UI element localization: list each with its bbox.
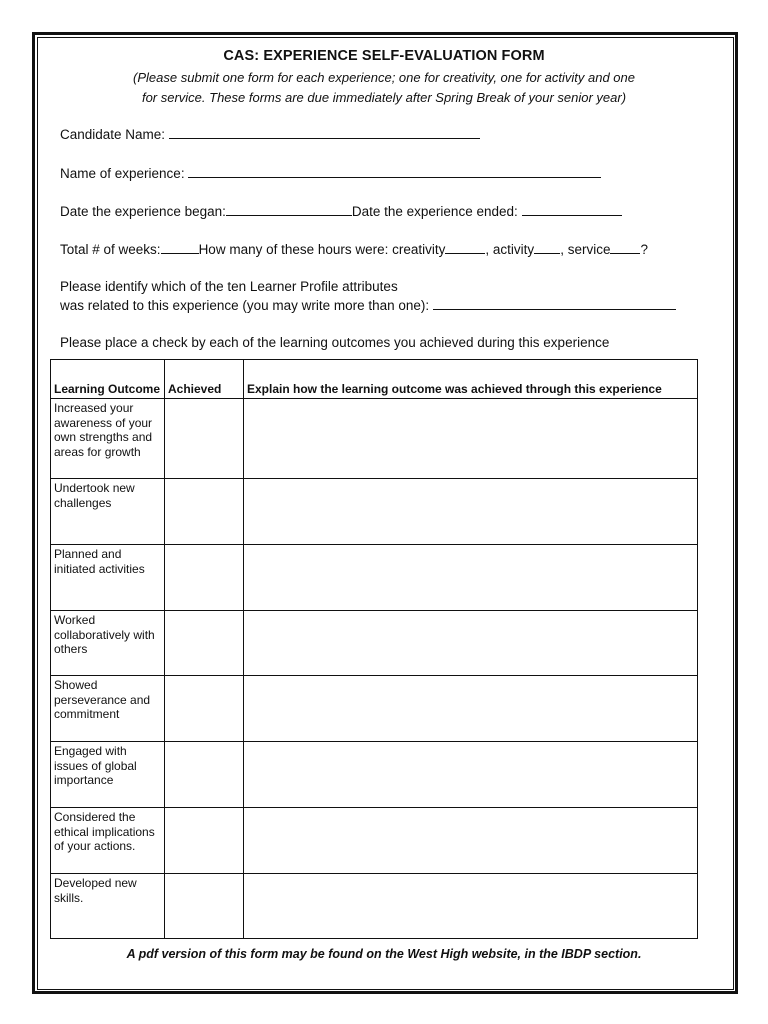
achieved-cell[interactable] bbox=[165, 808, 244, 874]
achieved-cell[interactable] bbox=[165, 742, 244, 808]
question-mark: ? bbox=[640, 242, 648, 257]
outcome-label: Undertook new challenges bbox=[51, 479, 165, 545]
activity-label: , activity bbox=[485, 242, 535, 257]
table-header-row bbox=[51, 360, 698, 399]
candidate-name-label: Candidate Name: bbox=[60, 127, 166, 142]
outcomes-table bbox=[50, 359, 698, 939]
outcome-label: Engaged with issues of global importance bbox=[51, 742, 165, 808]
experience-name-field[interactable] bbox=[188, 164, 601, 178]
form-subtitle bbox=[60, 68, 708, 108]
outcome-label: Showed perseverance and commitment bbox=[51, 676, 165, 742]
subtitle-line-1: (Please submit one form for each experience; one for creativity, one for activity and one bbox=[133, 70, 635, 85]
header-achieved: Achieved bbox=[165, 360, 244, 399]
outcome-label: Worked collaboratively with others bbox=[51, 611, 165, 676]
achieved-cell[interactable] bbox=[165, 545, 244, 611]
service-label: , service bbox=[560, 242, 611, 257]
table-row bbox=[51, 808, 698, 874]
learner-profile-row bbox=[60, 277, 676, 315]
candidate-name-field[interactable] bbox=[169, 125, 480, 139]
table-row bbox=[51, 399, 698, 479]
achieved-cell[interactable] bbox=[165, 611, 244, 676]
hours-question-label: How many of these hours were: creativity bbox=[198, 242, 446, 257]
table-row bbox=[51, 742, 698, 808]
check-instruction: Please place a check by each of the learning outcomes you achieved during this experience bbox=[60, 335, 610, 350]
header-explain: Explain how the learning outcome was achieved through this experience bbox=[244, 360, 698, 399]
form-title: CAS: EXPERIENCE SELF-EVALUATION FORM bbox=[223, 48, 545, 64]
achieved-cell[interactable] bbox=[165, 676, 244, 742]
table-row bbox=[51, 676, 698, 742]
explain-cell[interactable] bbox=[244, 742, 698, 808]
dates-row bbox=[60, 202, 622, 219]
table-row bbox=[51, 545, 698, 611]
creativity-hours-field[interactable] bbox=[445, 240, 485, 254]
total-weeks-label: Total # of weeks: bbox=[60, 242, 161, 257]
outcome-label: Increased your awareness of your own strengths and areas for growth bbox=[51, 399, 165, 479]
learner-profile-field[interactable] bbox=[433, 296, 676, 310]
date-began-field[interactable] bbox=[226, 202, 352, 216]
learner-profile-line-1: Please identify which of the ten Learner Profile attributes bbox=[60, 279, 398, 294]
date-ended-label: Date the experience ended: bbox=[351, 204, 518, 219]
activity-hours-field[interactable] bbox=[534, 240, 560, 254]
outcome-label: Considered the ethical implications of your actions. bbox=[51, 808, 165, 874]
candidate-name-row bbox=[60, 125, 480, 142]
outcome-label: Planned and initiated activities bbox=[51, 545, 165, 611]
explain-cell[interactable] bbox=[244, 874, 698, 939]
explain-cell[interactable] bbox=[244, 545, 698, 611]
service-hours-field[interactable] bbox=[610, 240, 640, 254]
achieved-cell[interactable] bbox=[165, 874, 244, 939]
achieved-cell[interactable] bbox=[165, 479, 244, 545]
explain-cell[interactable] bbox=[244, 676, 698, 742]
learner-profile-line-2: was related to this experience (you may write more than one): bbox=[60, 298, 430, 313]
explain-cell[interactable] bbox=[244, 479, 698, 545]
table-row bbox=[51, 874, 698, 939]
header-learning-outcome: Learning Outcome bbox=[51, 360, 165, 399]
outcome-label: Developed new skills. bbox=[51, 874, 165, 939]
date-ended-field[interactable] bbox=[522, 202, 622, 216]
footer-note: A pdf version of this form may be found on the West High website, in the IBDP section. bbox=[126, 947, 642, 961]
weeks-hours-row bbox=[60, 240, 648, 257]
table-row bbox=[51, 611, 698, 676]
subtitle-line-2: for service. These forms are due immediately after Spring Break of your senior year) bbox=[141, 90, 627, 105]
date-began-label: Date the experience began: bbox=[60, 204, 226, 219]
achieved-cell[interactable] bbox=[165, 399, 244, 479]
experience-name-label: Name of experience: bbox=[60, 166, 185, 181]
explain-cell[interactable] bbox=[244, 808, 698, 874]
table-row bbox=[51, 479, 698, 545]
total-weeks-field[interactable] bbox=[161, 240, 199, 254]
explain-cell[interactable] bbox=[244, 399, 698, 479]
explain-cell[interactable] bbox=[244, 611, 698, 676]
experience-name-row bbox=[60, 164, 601, 181]
